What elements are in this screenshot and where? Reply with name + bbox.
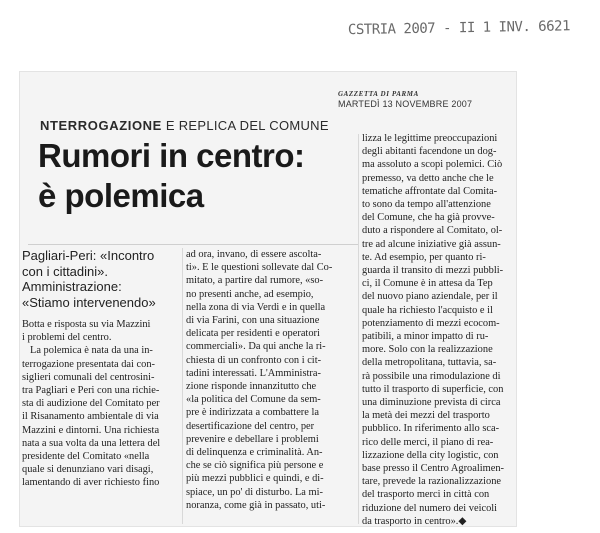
text-line: più mezzi pubblici e quindi, e di- (186, 473, 324, 485)
text-line: tra Pagliari e Peri con una richie- (22, 385, 160, 397)
text-line: nella zona di via Verdi e in quella (186, 301, 326, 313)
text-line: te. Ad esempio, per quanto ri- (362, 251, 486, 263)
kicker-label: NTERROGAZIONE (40, 118, 162, 133)
newspaper-clipping (20, 72, 516, 526)
text-line: potenziamento di mezzi ecocom- (362, 317, 500, 329)
newspaper-name: GAZZETTA DI PARMA (338, 90, 419, 98)
text-line: ti». E le questioni sollevate dal Co- (186, 262, 333, 274)
publication-date: MARTEDÌ 13 NOVEMBRE 2007 (338, 99, 473, 109)
text-line: tutto il trasporto di superficie, con (362, 383, 504, 395)
article-column-3 (362, 132, 512, 526)
article-body (22, 344, 178, 489)
kicker-text: E REPLICA DEL COMUNE (165, 118, 329, 133)
text-line: pre è indirizzata a combattere la (186, 407, 319, 419)
text-line: siglieri comunali del centrosini- (22, 371, 155, 383)
text-line: di via Farini, con una situazione (186, 315, 320, 327)
text-line: ci, il Comune è in attesa da Tep (362, 278, 493, 290)
text-line: ad ora, invano, di essere ascolta- (186, 249, 322, 260)
text-line: noranza, come già in passato, uti- (186, 499, 326, 511)
text-line: desertificazione del centro, per (186, 420, 315, 432)
headline-line: Rumori in centro: (38, 137, 305, 174)
text-line: del trasporto merci in città con (362, 489, 490, 501)
text-line: Botta e risposta su via Mazzini (22, 319, 151, 330)
text-line: terrogazione presentata dai con- (22, 358, 155, 370)
text-line: pubblico. In riferimento allo sca- (362, 423, 500, 435)
text-line: chiesta di un confronto con i cit- (186, 354, 322, 366)
text-line: degli abitanti facendone un dog- (362, 146, 497, 158)
archive-inventory-note: CSTRIA 2007 - II 1 INV. 6621 (347, 18, 571, 39)
text-line: i problemi del centro. (22, 332, 112, 344)
text-line: patibili, a minor impatto di ru- (362, 331, 489, 343)
subheadline-line: «Stiamo intervenendo» (22, 294, 156, 310)
text-line: guarda il transito di mezzi pubbli- (362, 265, 504, 277)
text-line: presidente del Comitato «nella (22, 451, 150, 463)
text-line: tre ad alcune iniziative già assun- (362, 238, 501, 250)
text-line: tematiche affrontate dal Comita- (362, 185, 498, 197)
text-line: lizza le legittime preoccupazioni (362, 133, 498, 144)
text-line: lamentando di aver richiesto fino (22, 477, 160, 489)
text-line: da trasporto in centro».◆ (362, 515, 467, 526)
text-line: quale si denunziano vari disagi, (22, 464, 154, 476)
article-column-1 (22, 248, 178, 490)
text-line: tare, prevede la razionalizzazione (362, 476, 502, 488)
text-line: il Risanamento ambientale di via (22, 411, 159, 423)
article-column-2 (186, 248, 354, 512)
text-line: «la politica del Comune da sem- (186, 394, 321, 406)
headline-line: è polemica (38, 177, 204, 214)
text-line: una diminuzione prevista di circa (362, 397, 501, 409)
text-line: tadini interessati. L'Amministra- (186, 367, 321, 379)
text-line: lizzazione della city logistic, con (362, 449, 499, 461)
text-line: more. Solo con la realizzazione (362, 344, 493, 356)
text-line: ma assoluto a scopi polemici. Ciò (362, 159, 503, 171)
text-line: duto a rispondere al Comitato, ol- (362, 225, 503, 237)
section-divider (28, 244, 358, 245)
text-line: delicata per residenti e operatori (186, 328, 320, 340)
text-line: del Comune, che ha già provve- (362, 212, 495, 224)
text-line: prevenire e debellare i problemi (186, 433, 319, 445)
subheadline-line: Amministrazione: (22, 279, 122, 294)
text-line: quale ha richiesto l'acquisto e il (362, 304, 493, 316)
text-line: rico delle merci, il piano di rea- (362, 436, 494, 448)
column-rule (182, 248, 183, 524)
subheadline-line: Pagliari-Peri: «Incontro (22, 248, 155, 263)
text-line: di delinquenza e criminalità. An- (186, 447, 323, 459)
text-line: la metà dei mezzi del trasporto (362, 410, 490, 422)
text-line: Mazzini e dintorni. Una richiesta (22, 424, 160, 436)
text-line: La polemica è nata da una in- (30, 345, 153, 357)
subheadline (22, 248, 178, 310)
text-line: del nuovo piano aziendale, per il (362, 291, 498, 303)
kicker (40, 118, 360, 133)
subheadline-line: con i cittadini». (22, 263, 108, 279)
text-line: no presenti anche, ad esempio, (186, 288, 314, 300)
column-rule (358, 134, 359, 524)
text-line: premesso, va detto anche che le (362, 172, 494, 184)
masthead (338, 90, 508, 109)
text-line: mitato, a partire dal rumore, «so- (186, 275, 324, 287)
text-line: della metropolitana, tuttavia, sa- (362, 357, 497, 369)
text-line: commerciali». Da qui anche la ri- (186, 341, 326, 353)
text-line: rà possibile una rimodulazione di (362, 370, 501, 382)
text-line: che se ciò significa più persone e (186, 460, 324, 472)
text-line: spiace, un po' di disturbo. La mi- (186, 486, 323, 498)
headline (38, 136, 358, 216)
text-line: nata a sua volta da una lettera del (22, 437, 161, 449)
text-line: to sono da tempo all'attenzione (362, 199, 491, 211)
article-lead (22, 318, 178, 344)
text-line: base presso il Centro Agroalimen- (362, 463, 504, 475)
text-line: zione risponde innanzitutto che (186, 381, 317, 393)
text-line: sta di audizione del Comitato per (22, 398, 160, 410)
text-line: riduzione del numero dei veicoli (362, 502, 498, 514)
